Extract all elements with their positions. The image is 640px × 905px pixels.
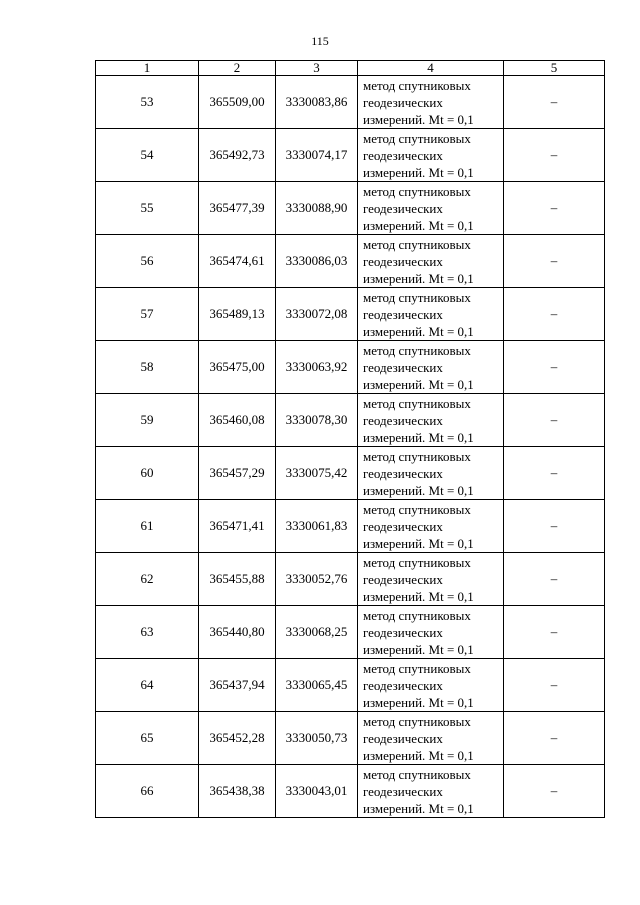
y-coordinate-cell: 3330068,25 [276, 606, 358, 659]
x-coordinate-cell: 365489,13 [199, 288, 276, 341]
point-number-cell: 62 [96, 553, 199, 606]
point-number-cell: 66 [96, 765, 199, 818]
table-row [96, 447, 605, 500]
table-row [96, 659, 605, 712]
note-cell: – [504, 235, 605, 288]
y-coordinate-cell: 3330052,76 [276, 553, 358, 606]
x-coordinate-cell: 365457,29 [199, 447, 276, 500]
note-cell: – [504, 129, 605, 182]
method-cell: метод спутниковых геодезических измерений. Mt = 0,1 [358, 553, 504, 606]
x-coordinate-cell: 365509,00 [199, 76, 276, 129]
x-coordinate-cell: 365440,80 [199, 606, 276, 659]
y-coordinate-cell: 3330065,45 [276, 659, 358, 712]
point-number-cell: 56 [96, 235, 199, 288]
x-coordinate-cell: 365460,08 [199, 394, 276, 447]
table-row [96, 182, 605, 235]
point-number-cell: 55 [96, 182, 199, 235]
method-cell: метод спутниковых геодезических измерений. Mt = 0,1 [358, 235, 504, 288]
table-row [96, 765, 605, 818]
y-coordinate-cell: 3330075,42 [276, 447, 358, 500]
note-cell: – [504, 500, 605, 553]
note-cell: – [504, 606, 605, 659]
table-row [96, 712, 605, 765]
method-cell: метод спутниковых геодезических измерений. Mt = 0,1 [358, 500, 504, 553]
method-cell: метод спутниковых геодезических измерений. Mt = 0,1 [358, 129, 504, 182]
table-row [96, 394, 605, 447]
x-coordinate-cell: 365471,41 [199, 500, 276, 553]
point-number-cell: 59 [96, 394, 199, 447]
y-coordinate-cell: 3330072,08 [276, 288, 358, 341]
note-cell: – [504, 182, 605, 235]
method-cell: метод спутниковых геодезических измерений. Mt = 0,1 [358, 394, 504, 447]
method-cell: метод спутниковых геодезических измерений. Mt = 0,1 [358, 659, 504, 712]
column-header: 1 [96, 61, 199, 76]
note-cell: – [504, 288, 605, 341]
note-cell: – [504, 712, 605, 765]
x-coordinate-cell: 365455,88 [199, 553, 276, 606]
note-cell: – [504, 553, 605, 606]
page-number: 115 [311, 34, 329, 48]
note-cell: – [504, 765, 605, 818]
x-coordinate-cell: 365474,61 [199, 235, 276, 288]
method-cell: метод спутниковых геодезических измерений. Mt = 0,1 [358, 341, 504, 394]
y-coordinate-cell: 3330043,01 [276, 765, 358, 818]
table-row [96, 288, 605, 341]
table-row [96, 235, 605, 288]
note-cell: – [504, 659, 605, 712]
x-coordinate-cell: 365438,38 [199, 765, 276, 818]
y-coordinate-cell: 3330074,17 [276, 129, 358, 182]
table-row [96, 341, 605, 394]
point-number-cell: 65 [96, 712, 199, 765]
y-coordinate-cell: 3330061,83 [276, 500, 358, 553]
x-coordinate-cell: 365452,28 [199, 712, 276, 765]
point-number-cell: 58 [96, 341, 199, 394]
method-cell: метод спутниковых геодезических измерений. Mt = 0,1 [358, 447, 504, 500]
y-coordinate-cell: 3330083,86 [276, 76, 358, 129]
point-number-cell: 60 [96, 447, 199, 500]
x-coordinate-cell: 365477,39 [199, 182, 276, 235]
y-coordinate-cell: 3330050,73 [276, 712, 358, 765]
point-number-cell: 53 [96, 76, 199, 129]
point-number-cell: 64 [96, 659, 199, 712]
coordinates-table [95, 60, 605, 818]
column-header: 2 [199, 61, 276, 76]
y-coordinate-cell: 3330086,03 [276, 235, 358, 288]
x-coordinate-cell: 365492,73 [199, 129, 276, 182]
y-coordinate-cell: 3330078,30 [276, 394, 358, 447]
note-cell: – [504, 394, 605, 447]
note-cell: – [504, 341, 605, 394]
x-coordinate-cell: 365437,94 [199, 659, 276, 712]
column-header: 5 [504, 61, 605, 76]
table-row [96, 606, 605, 659]
method-cell: метод спутниковых геодезических измерений. Mt = 0,1 [358, 182, 504, 235]
table-row [96, 553, 605, 606]
note-cell: – [504, 76, 605, 129]
table-row [96, 76, 605, 129]
note-cell: – [504, 447, 605, 500]
method-cell: метод спутниковых геодезических измерений. Mt = 0,1 [358, 76, 504, 129]
point-number-cell: 54 [96, 129, 199, 182]
column-header: 3 [276, 61, 358, 76]
x-coordinate-cell: 365475,00 [199, 341, 276, 394]
point-number-cell: 63 [96, 606, 199, 659]
method-cell: метод спутниковых геодезических измерений. Mt = 0,1 [358, 288, 504, 341]
y-coordinate-cell: 3330063,92 [276, 341, 358, 394]
column-header: 4 [358, 61, 504, 76]
point-number-cell: 57 [96, 288, 199, 341]
method-cell: метод спутниковых геодезических измерений. Mt = 0,1 [358, 765, 504, 818]
method-cell: метод спутниковых геодезических измерений. Mt = 0,1 [358, 712, 504, 765]
point-number-cell: 61 [96, 500, 199, 553]
table-row [96, 129, 605, 182]
y-coordinate-cell: 3330088,90 [276, 182, 358, 235]
table-header-row [96, 61, 605, 76]
table-row [96, 500, 605, 553]
method-cell: метод спутниковых геодезических измерений. Mt = 0,1 [358, 606, 504, 659]
